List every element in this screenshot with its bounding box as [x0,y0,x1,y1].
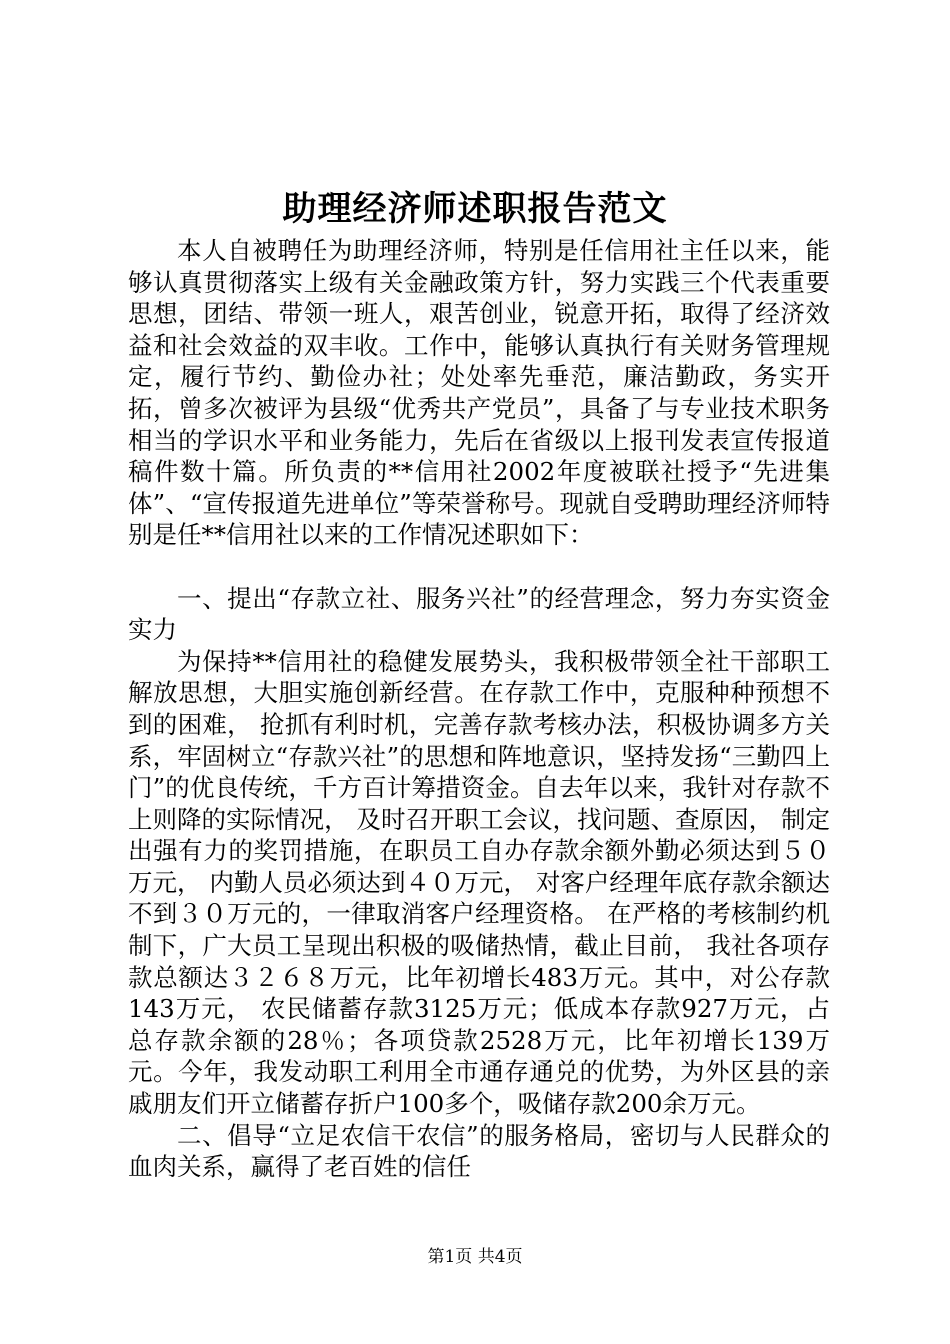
paragraph-gap [128,551,830,583]
page-footer: 第1页 共4页 [427,1247,523,1267]
section-heading-1: 一、提出“存款立社、服务兴社”的经营理念，努力夯实资金实力 [128,583,830,645]
paragraph-intro: 本人自被聘任为助理经济师，特别是任信用社主任以来，能够认真贯彻落实上级有关金融政策方针，努力实践三个代表重要思想，团结、带领一班人，艰苦创业，锐意开拓，取得了经济效益和社会效益的双丰收。工作中，能够认真执行有关财务管理规定，履行节约、勤俭办社；处处率先垂范，廉洁勤政，务实开拓，曾多次被评为县级“优秀共产党员”，具备了与专业技术职务相当的学识水平和业务能力，先后在省级以上报刊发表宣传报道稿件数十篇。所负责的**信用社2002年度被联社授予“先进集体”、“宣传报道先进单位”等荣誉称号。现就自受聘助理经济师特别是任**信用社以来的工作情况述职如下： [128,236,830,550]
section-heading-2: 二、倡导“立足农信干农信”的服务格局，密切与人民群众的血肉关系，赢得了老百姓的信任 [128,1120,830,1182]
document-title: 助理经济师述职报告范文 [282,189,668,229]
paragraph-section-1: 为保持**信用社的稳健发展势头，我积极带领全社干部职工解放思想，大胆实施创新经营。在存款工作中，克服种种预想不到的困难， 抢抓有利时机，完善存款考核办法，积极协调多方关系，牢固树立“存款兴社”的思想和阵地意识，坚持发扬“三勤四上门”的优良传统，千方百计筹措资金。自去年以来，我针对存款不上则降的实际情况， 及时召开职工会议，找问题、查原因， 制定出强有力的奖罚措施，在职员工自办存款余额外勤必须达到５０万元， 内勤人员必须达到４０万元， 对客户经理年底存款余额达不到３０万元的，一律取消客户经理资格。 在严格的考核制约机制下，广大员工呈现出积极的吸储热情，截止目前， 我社各项存款总额达３２６８万元，比年初增长483万元。其中，对公存款143万元， 农民储蓄存款3125万元；低成本存款927万元，占总存款余额的28％；各项贷款2528万元，比年初增长139万元。今年，我发动职工利用全市通存通兑的优势，为外区县的亲戚朋友们开立储蓄存折户100多个，吸储存款200余万元。 [128,646,830,1119]
document-body [128,235,830,1183]
